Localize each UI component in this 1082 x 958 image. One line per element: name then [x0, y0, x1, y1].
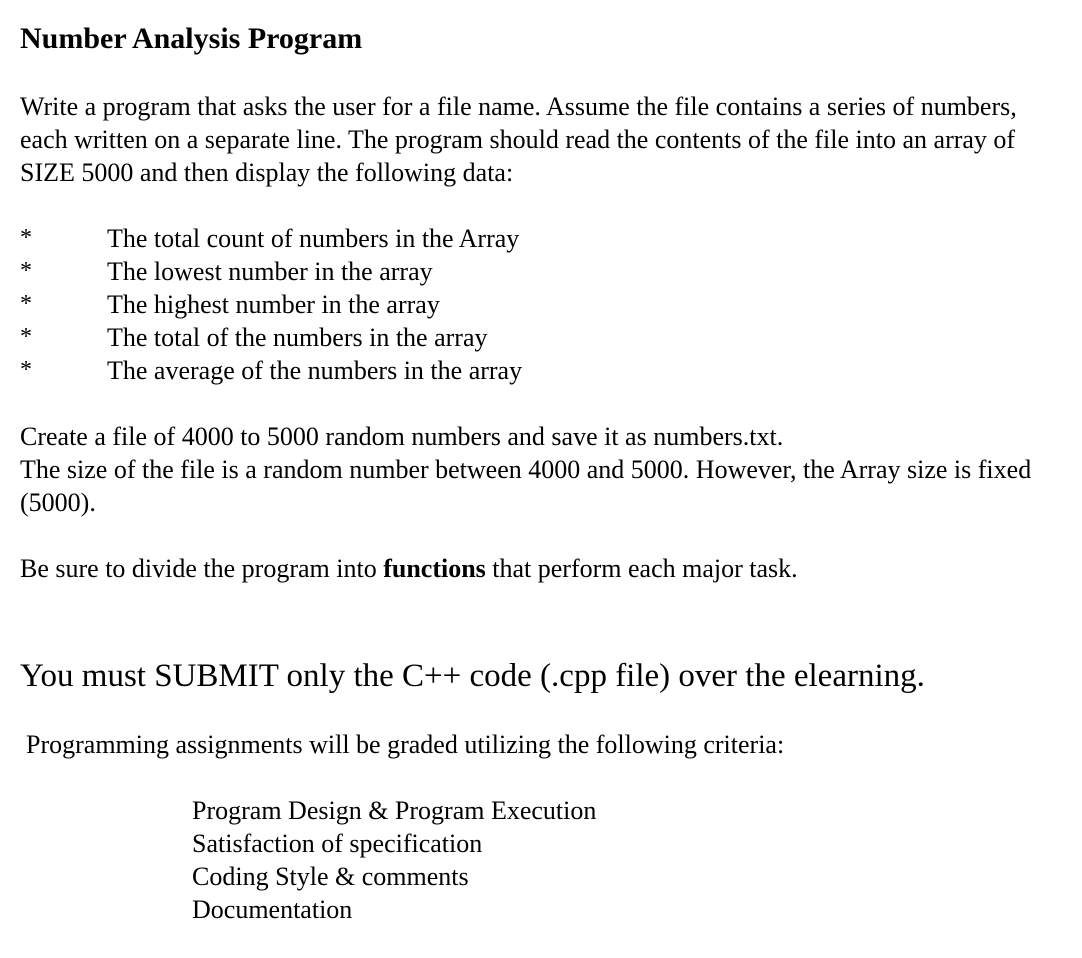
- list-item-text: The total of the numbers in the array: [107, 323, 488, 352]
- list-item-text: The lowest number in the array: [107, 257, 433, 286]
- criteria-item: Satisfaction of specification: [192, 829, 483, 858]
- file-creation-line-1: Create a file of 4000 to 5000 random numbers and save it as numbers.txt.: [20, 422, 784, 451]
- file-creation-paragraph: [20, 420, 1065, 519]
- intro-paragraph: Write a program that asks the user for a file name. Assume the file contains a series of numbers, each written on a separate line. The program should read the contents of the file into an array of SIZE 5000 and then display the following data:: [20, 92, 1017, 187]
- criteria-item: Documentation: [192, 895, 353, 924]
- functions-bold-word: functions: [383, 554, 486, 583]
- functions-paragraph: [20, 552, 798, 585]
- grading-criteria-list: [192, 794, 596, 926]
- criteria-item: Coding Style & comments: [192, 862, 469, 891]
- list-item-text: The highest number in the array: [107, 290, 440, 319]
- bullet-star: *: [20, 324, 32, 350]
- submission-instruction: You must SUBMIT only the C++ code (.cpp file) over the elearning.: [20, 658, 925, 694]
- bullet-star: *: [20, 258, 32, 284]
- functions-text-after: that perform each major task.: [485, 554, 798, 583]
- functions-text-before: Be sure to divide the program into: [20, 554, 384, 583]
- bullet-star: *: [20, 291, 32, 317]
- list-item-text: The total count of numbers in the Array: [107, 224, 520, 253]
- bullet-star: *: [20, 357, 32, 383]
- file-creation-line-2: The size of the file is a random number between 4000 and 5000. However, the Array size is fixed (5000).: [20, 455, 1032, 517]
- list-item-text: The average of the numbers in the array: [107, 356, 523, 385]
- criteria-item: Program Design & Program Execution: [192, 796, 597, 825]
- page-title: Number Analysis Program: [20, 22, 363, 55]
- grading-intro: Programming assignments will be graded utilizing the following criteria:: [26, 730, 785, 759]
- bullet-star: *: [20, 225, 32, 251]
